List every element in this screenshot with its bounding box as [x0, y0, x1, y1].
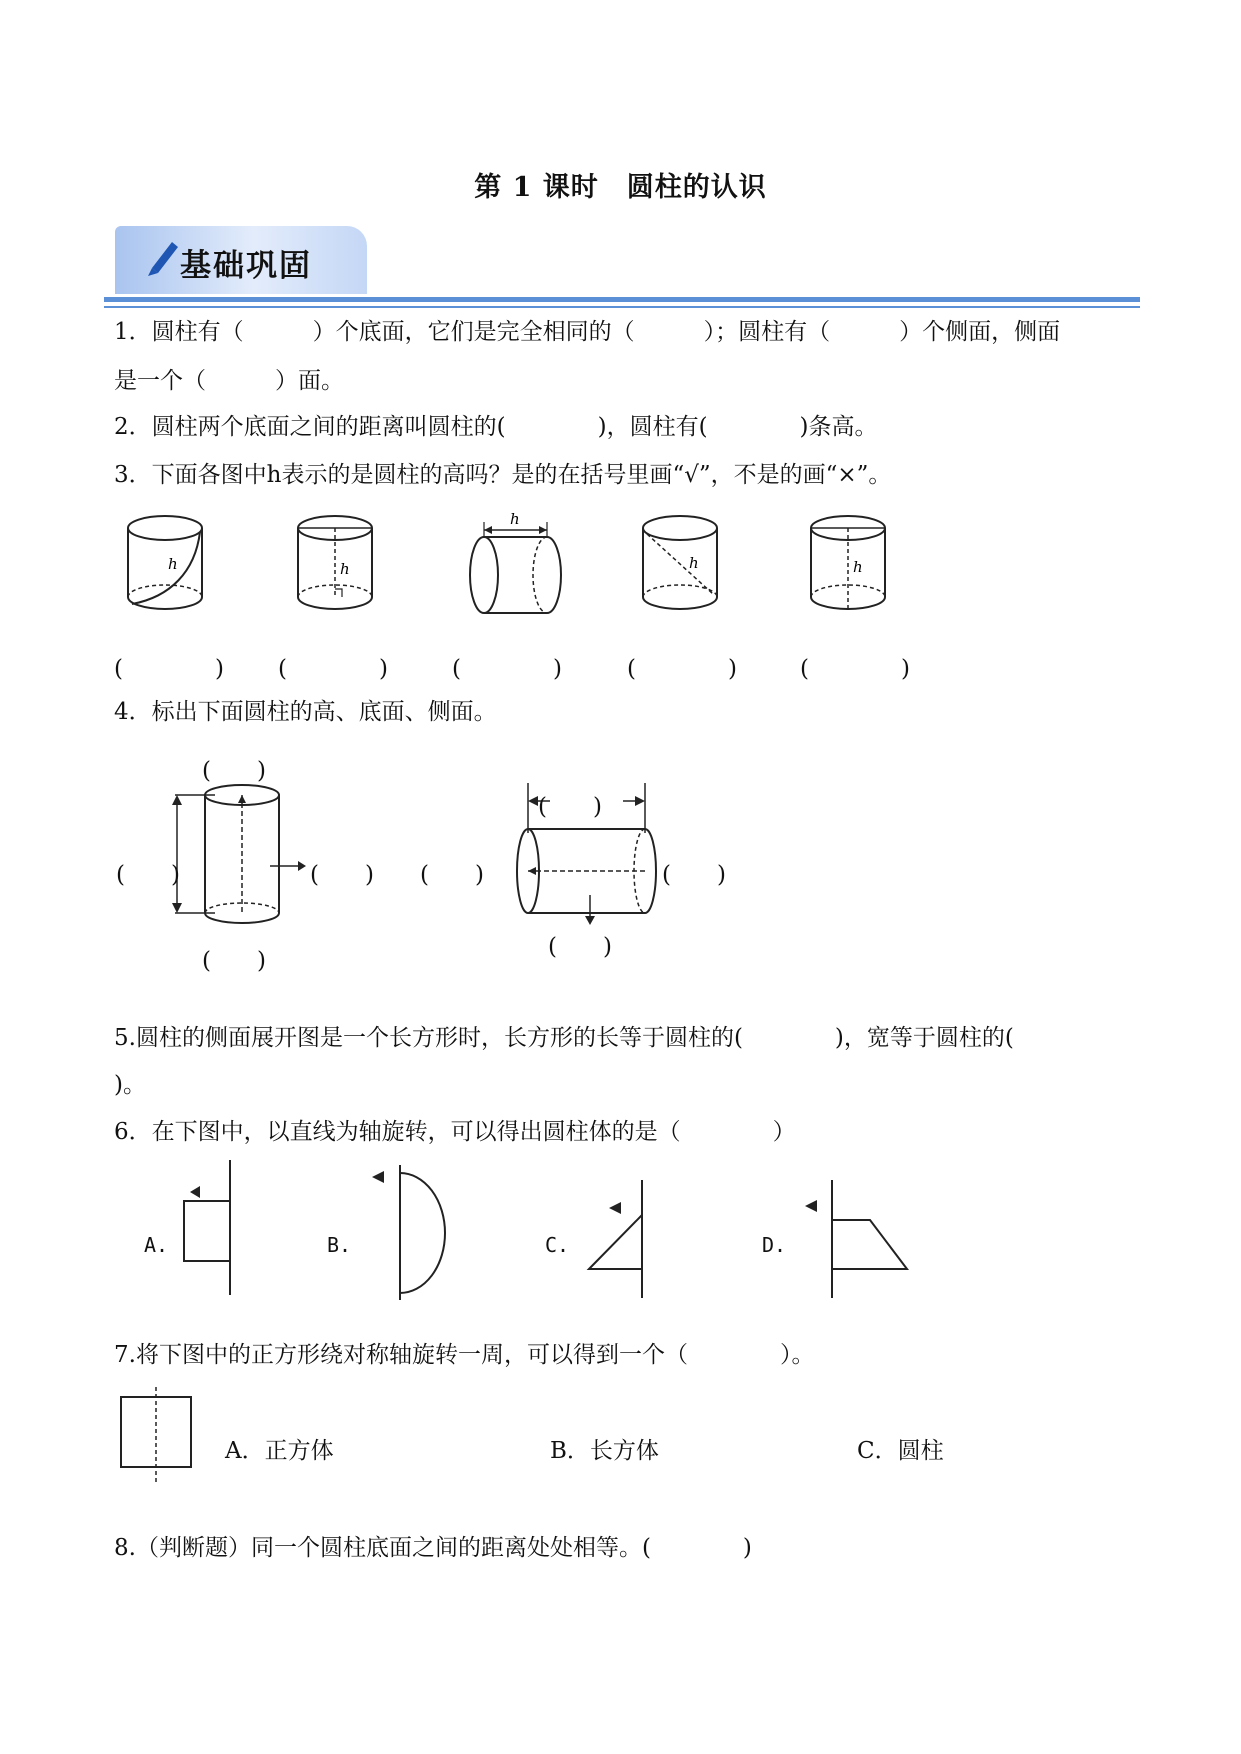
- q3-answer-5[interactable]: ( ): [800, 656, 910, 682]
- question-1-line-2: 是一个（ ）面。: [114, 368, 344, 394]
- q4b-blank-bottom[interactable]: ( ): [548, 934, 612, 960]
- h-label: h: [689, 554, 699, 572]
- q6-figure-a: [180, 1160, 240, 1300]
- q4b-blank-left[interactable]: ( ): [420, 862, 484, 888]
- q3-cylinder-1: [120, 512, 220, 620]
- h-label: h: [340, 560, 350, 578]
- q3-cylinder-3: [462, 512, 572, 620]
- q6-figure-d: [795, 1180, 915, 1305]
- q7-option-b[interactable]: B．长方体: [550, 1438, 659, 1464]
- question-5-line-2: )。: [114, 1072, 146, 1098]
- q6-option-a[interactable]: A.: [144, 1233, 169, 1257]
- q4-blank-top[interactable]: ( ): [202, 758, 266, 784]
- section-divider-thin: [104, 306, 1140, 308]
- h-label: h: [853, 558, 863, 576]
- q7-square-figure: [118, 1387, 198, 1487]
- q3-cylinder-5: [803, 512, 903, 620]
- page-title: 第 1 课时 圆柱的认识: [474, 172, 767, 203]
- q4b-blank-top[interactable]: ( ): [538, 794, 602, 820]
- q3-answer-1[interactable]: ( ): [114, 656, 224, 682]
- q6-figure-b: [365, 1165, 455, 1305]
- q7-option-a[interactable]: A．正方体: [225, 1438, 334, 1464]
- question-4: 4．标出下面圆柱的高、底面、侧面。: [114, 699, 497, 725]
- q6-option-d[interactable]: D.: [762, 1233, 787, 1257]
- q6-option-b[interactable]: B.: [327, 1233, 352, 1257]
- q7-option-c[interactable]: C．圆柱: [857, 1438, 944, 1464]
- section-divider: [104, 297, 1140, 302]
- h-label: h: [510, 510, 520, 528]
- question-7: 7.将下图中的正方形绕对称轴旋转一周，可以得到一个（ ）。: [114, 1342, 815, 1368]
- q3-cylinder-4: [635, 512, 735, 620]
- q3-answer-2[interactable]: ( ): [278, 656, 388, 682]
- q4-blank-bottom[interactable]: ( ): [202, 948, 266, 974]
- q4-blank-right[interactable]: ( ): [310, 862, 374, 888]
- q6-option-c[interactable]: C.: [545, 1233, 570, 1257]
- question-5-line-1: 5.圆柱的侧面展开图是一个长方形时，长方形的长等于圆柱的( )，宽等于圆柱的(: [114, 1025, 1014, 1051]
- section-label: 基础巩固: [180, 248, 312, 284]
- q4b-blank-right[interactable]: ( ): [662, 862, 726, 888]
- pencil-icon: [146, 236, 180, 276]
- q4-blank-left[interactable]: ( ): [116, 862, 180, 888]
- q3-cylinder-2: [290, 512, 390, 620]
- q4-side-arrow: [270, 857, 310, 877]
- question-3: 3．下面各图中h表示的是圆柱的高吗？是的在括号里画“√”，不是的画“×”。: [114, 462, 892, 488]
- q3-answer-4[interactable]: ( ): [627, 656, 737, 682]
- question-1-line-1: 1．圆柱有（ ）个底面，它们是完全相同的（ ）；圆柱有（ ）个侧面，侧面: [114, 319, 1061, 345]
- q3-answer-3[interactable]: ( ): [452, 656, 562, 682]
- question-6: 6．在下图中，以直线为轴旋转，可以得出圆柱体的是（ ）: [114, 1119, 796, 1145]
- h-label: h: [168, 555, 178, 573]
- question-8: 8.（判断题）同一个圆柱底面之间的距离处处相等。( ): [114, 1535, 752, 1561]
- q6-figure-c: [585, 1180, 655, 1305]
- question-2: 2．圆柱两个底面之间的距离叫圆柱的( )，圆柱有( )条高。: [114, 414, 878, 440]
